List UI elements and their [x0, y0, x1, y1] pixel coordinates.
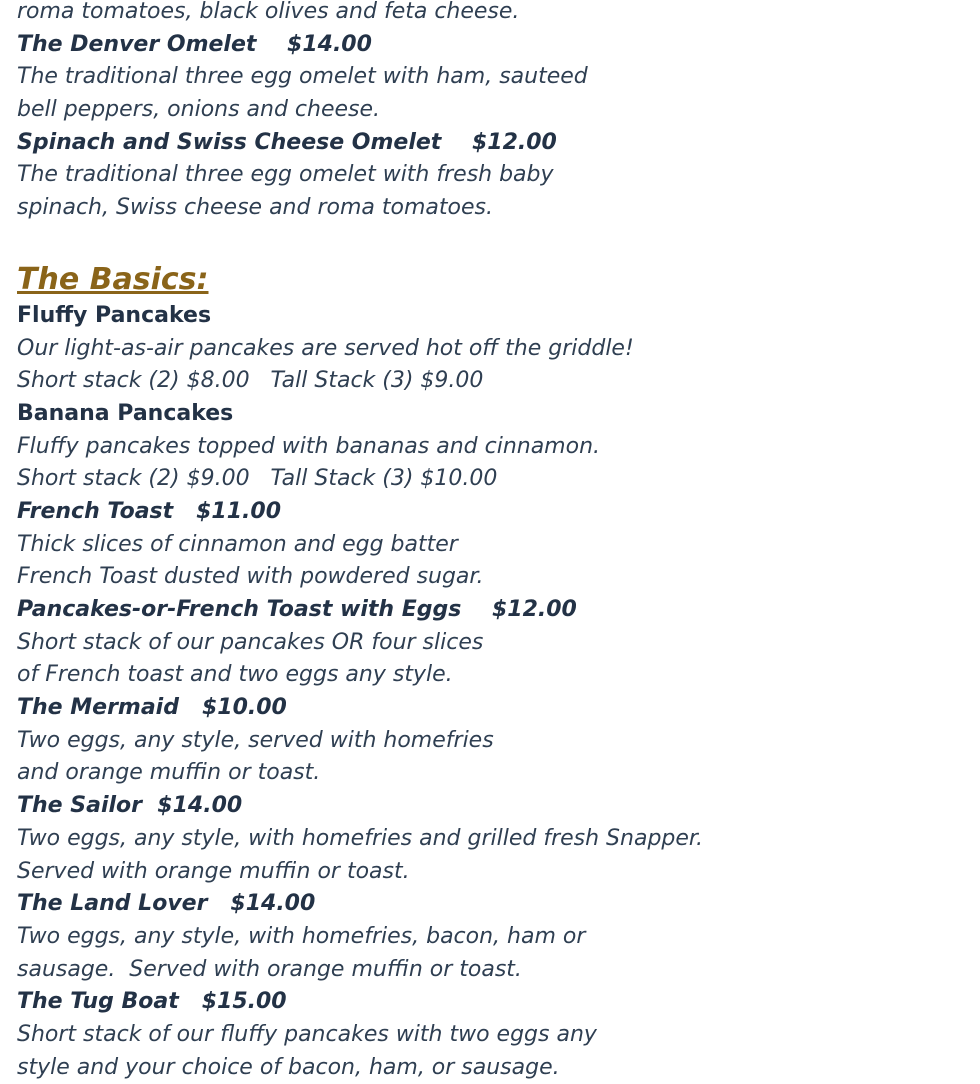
menu-item-desc-line: Short stack (2) $8.00 Tall Stack (3) $9.00 — [17, 368, 484, 394]
section-spacer — [17, 225, 967, 260]
menu-item-desc-line: Thick slices of cinnamon and egg batter — [17, 531, 458, 557]
denver-omelet-title: The Denver Omelet $14.00 — [17, 31, 372, 57]
menu-item-desc-line: style and your choice of bacon, ham, or sausage. — [17, 1054, 560, 1080]
menu-item-desc-line: sausage. Served with orange muffin or toast. — [17, 956, 522, 982]
denver-omelet-desc-line1: The traditional three egg omelet with ham, sauteed — [17, 64, 588, 90]
menu-item-desc-line: French Toast dusted with powdered sugar. — [17, 564, 484, 590]
menu-item-desc-line: Short stack of our fluffy pancakes with two eggs any — [17, 1021, 597, 1047]
menu-item-title: Pancakes-or-French Toast with Eggs $12.00 — [17, 597, 577, 622]
menu-item-desc-line: Short stack of our pancakes OR four slices — [17, 629, 484, 655]
menu-item-desc-line: and orange muffin or toast. — [17, 760, 321, 786]
menu-item-desc-line: Served with orange muffin or toast. — [17, 858, 410, 884]
menu-item-title: Fluffy Pancakes — [17, 302, 212, 328]
menu-item-desc-line: of French toast and two eggs any style. — [17, 662, 453, 688]
menu-item-desc-line: Short stack (2) $9.00 Tall Stack (3) $10.00 — [17, 466, 498, 492]
denver-omelet-desc-line2: bell peppers, onions and cheese. — [17, 97, 381, 123]
menu-item-title: The Sailor $14.00 — [17, 793, 243, 819]
menu-item-title: French Toast $11.00 — [17, 498, 282, 524]
greek-omelet-desc-line2: roma tomatoes, black olives and feta cheese. — [17, 0, 520, 24]
basics-section-heading: The Basics: — [17, 261, 209, 297]
spinach-swiss-omelet-desc-line2: spinach, Swiss cheese and roma tomatoes. — [17, 195, 493, 221]
menu-item-title: The Land Lover $14.00 — [17, 891, 316, 917]
menu-item-title: Banana Pancakes — [17, 400, 234, 426]
menu-item-title: The Mermaid $10.00 — [17, 695, 287, 721]
menu-item-desc-line: Two eggs, any style, with homefries, bacon, ham or — [17, 923, 586, 949]
spinach-swiss-omelet-title: Spinach and Swiss Cheese Omelet $12.00 — [17, 129, 557, 155]
menu-item-desc-line: Two eggs, any style, with homefries and grilled fresh Snapper. — [17, 825, 703, 851]
menu-item-desc-line: Our light-as-air pancakes are served hot off the griddle! — [17, 335, 634, 361]
menu-item-desc-line: Fluffy pancakes topped with bananas and cinnamon. — [17, 433, 601, 459]
basics-item-list — [17, 300, 967, 1084]
spinach-swiss-omelet-desc-line1: The traditional three egg omelet with fresh baby — [17, 162, 554, 188]
menu-item-desc-line: Two eggs, any style, served with homefries — [17, 727, 494, 753]
menu-item-title: The Tug Boat $15.00 — [17, 989, 287, 1015]
menu-content — [17, 0, 967, 1084]
